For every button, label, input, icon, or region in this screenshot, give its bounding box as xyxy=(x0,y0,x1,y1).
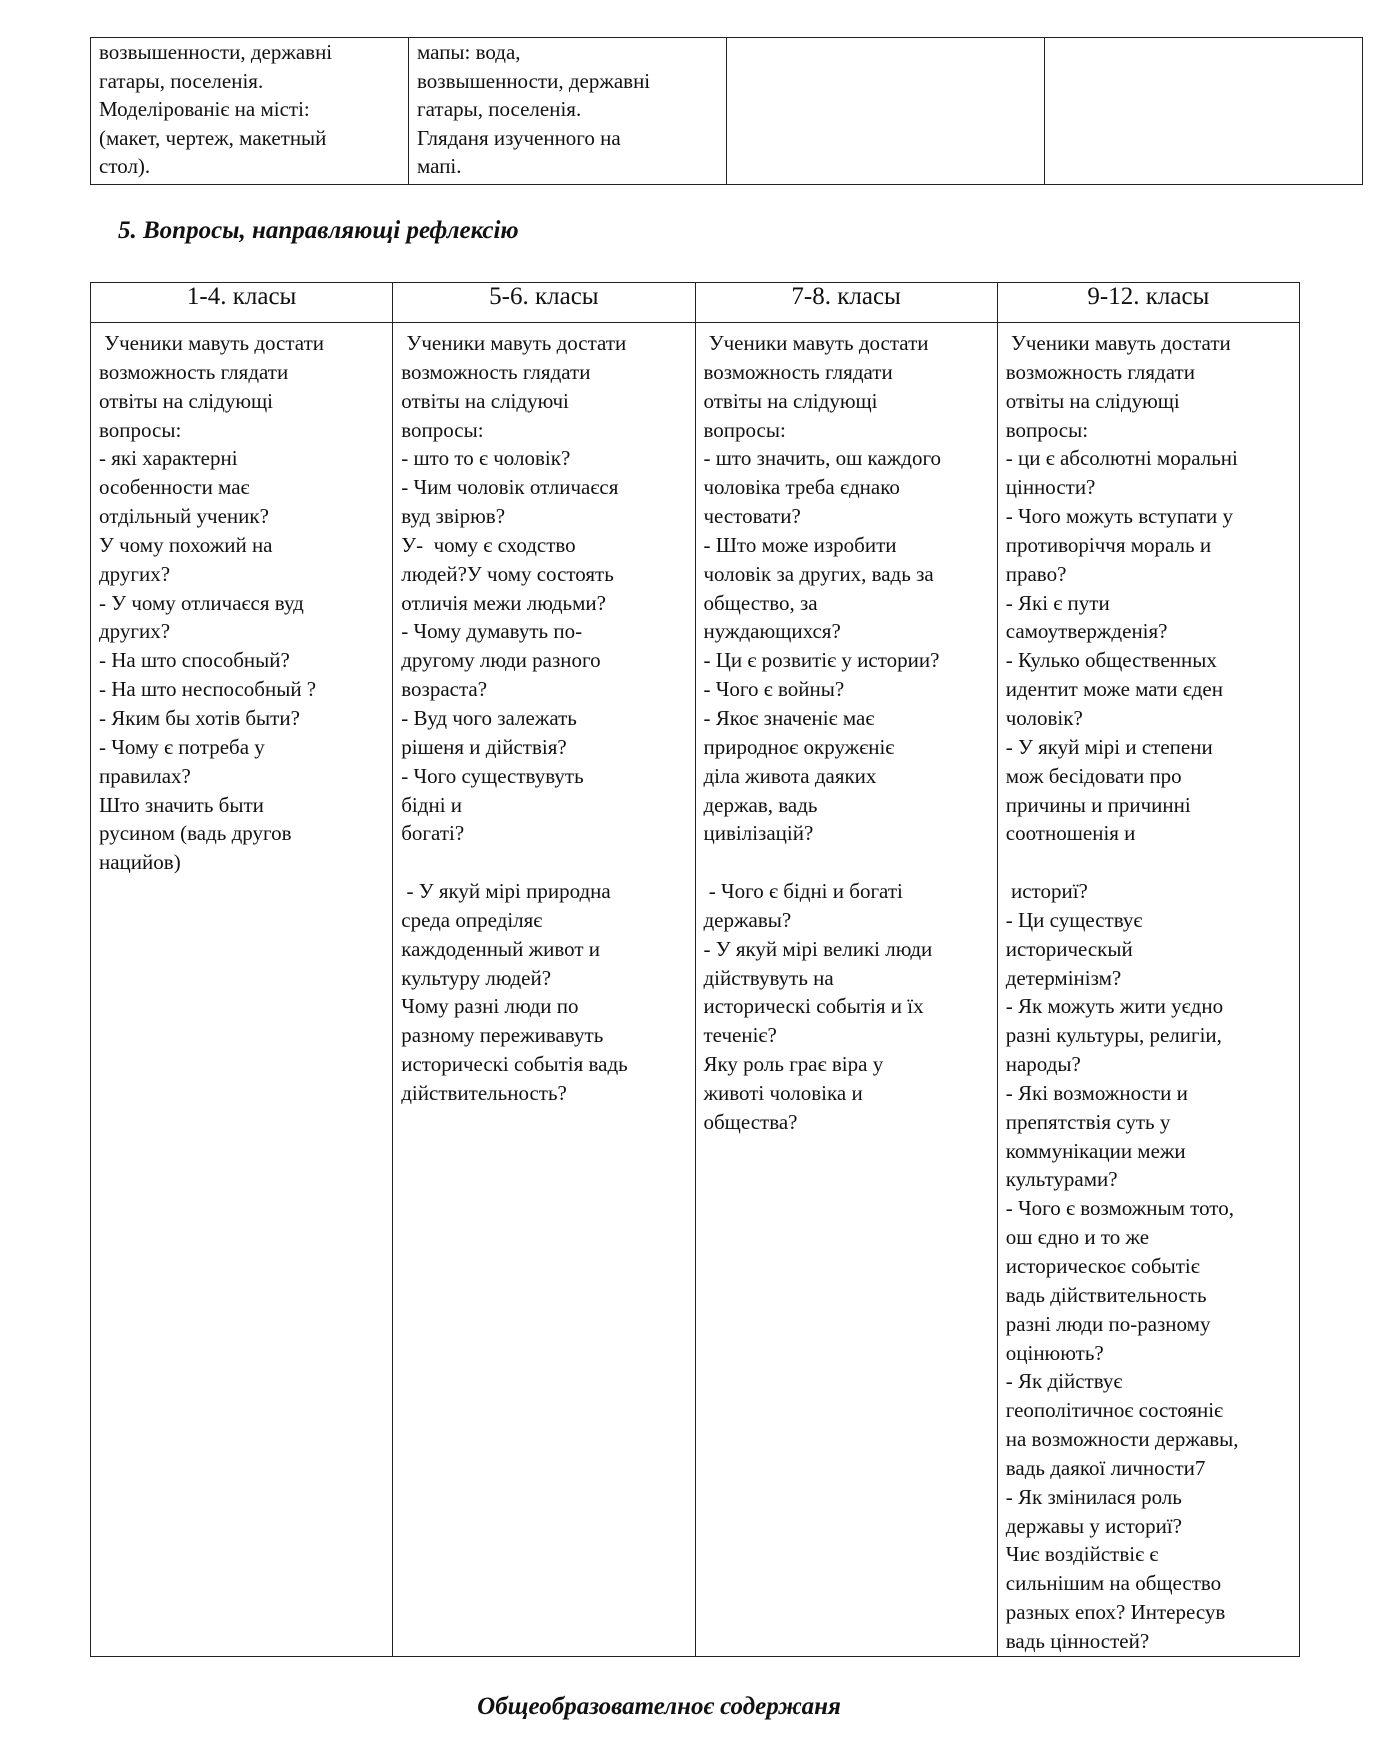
table-row xyxy=(91,38,1363,185)
section-heading: 5. Вопросы, направляющі рефлексію xyxy=(118,217,519,244)
table-header-row xyxy=(91,283,1300,323)
column-header: 7-8. класы xyxy=(695,283,997,323)
table-cell xyxy=(393,323,695,1657)
footer-heading: Общеобразователноє содержаня xyxy=(477,1693,841,1720)
table-cell xyxy=(1045,38,1363,185)
table-cell xyxy=(997,323,1299,1657)
table-cell xyxy=(727,38,1045,185)
cell-text: возвышенности, державні гатары, поселенія. Моделірованіє на місті: (макет, чертеж, макетный стол). xyxy=(99,40,333,178)
column-header: 1-4. класы xyxy=(91,283,393,323)
cell-text: Ученики мавуть достати возможность глядати отвіты на слідуючі вопросы: - што то є чоловік? - Чим чоловік отличаєся вуд звірюв? У- чому є сходство людей?У чому состоять отличія межи людьми? - Чому думавуть по- другому люди разного возраста? - Вуд чого залежать рішеня и дійствія? - Чого существувуть бідні и богаті? - У якуй мірі природна среда опреділяє каждоденный живот и культуру людей? Чому разні люди по разному переживавуть историческі событія вадь дійствительность? xyxy=(401,331,628,1105)
cell-text: Ученики мавуть достати возможность глядати отвіты на слідующі вопросы: - што значить, ош каждого чоловіка треба єднако честовати? - Што може изробити чоловік за других, вадь за общество, за нуждающихся? - Ци є розвитіє у истории? - Чого є войны? - Якоє значеніє має природноє окружєніє діла живота даяких держав, вадь цивілізацій? - Чого є бідні и богаті державы? - У якуй мірі великі люди дійствувуть на историческі событія и їх теченіє? Яку роль грає віра у животі чоловіка и общества? xyxy=(703,331,942,1134)
cell-text: мапы: вода, возвышенности, державні гатары, поселенія. Гляданя изученного на мапі. xyxy=(417,40,651,178)
reflection-table xyxy=(90,282,1300,1657)
table-cell xyxy=(91,323,393,1657)
table-cell xyxy=(91,38,409,185)
table-cell xyxy=(409,38,727,185)
table-cell xyxy=(695,323,997,1657)
cell-text: Ученики мавуть достати возможность глядати отвіты на слідующі вопросы: - які характерні особенности має отдільный ученик? У чому похожий на других? - У чому отличаєся вуд других? - На што способный? - На што неспособный ? - Яким бы хотів быти? - Чому є потреба у правилах? Што значить быти русином (вадь другов нацийов) xyxy=(99,331,324,875)
column-header: 9-12. класы xyxy=(997,283,1299,323)
column-header: 5-6. класы xyxy=(393,283,695,323)
top-table xyxy=(90,37,1363,185)
table-row xyxy=(91,323,1300,1657)
cell-text: Ученики мавуть достати возможность глядати отвіты на слідующі вопросы: - ци є абсолютні моральні цінности? - Чого можуть вступати у противоріччя мораль и право? - Які є пути самоутвержденія? - Кулько общественных идентит може мати єден чоловік? - У якуй мірі и степени мож бесідовати про причины и причинні соотношенія и историї? - Ци существує историческый детермінізм? - Як можуть жити уєдно разні культуры, религіи, народы? - Які возможности и препятствія суть у коммунікации межи культурами? - Чого є возможным тото, ош єдно и то же историческоє событіє вадь дійствительность разні люди по-разному оцінюють? - Як дійствує геополітичноє состояніє на возможности державы, вадь даякої личности7 - Як змінилася роль державы у историї? Чиє воздійствіє є сильнішим на общество разных епох? Интересув вадь цінностей? xyxy=(1005,331,1239,1653)
